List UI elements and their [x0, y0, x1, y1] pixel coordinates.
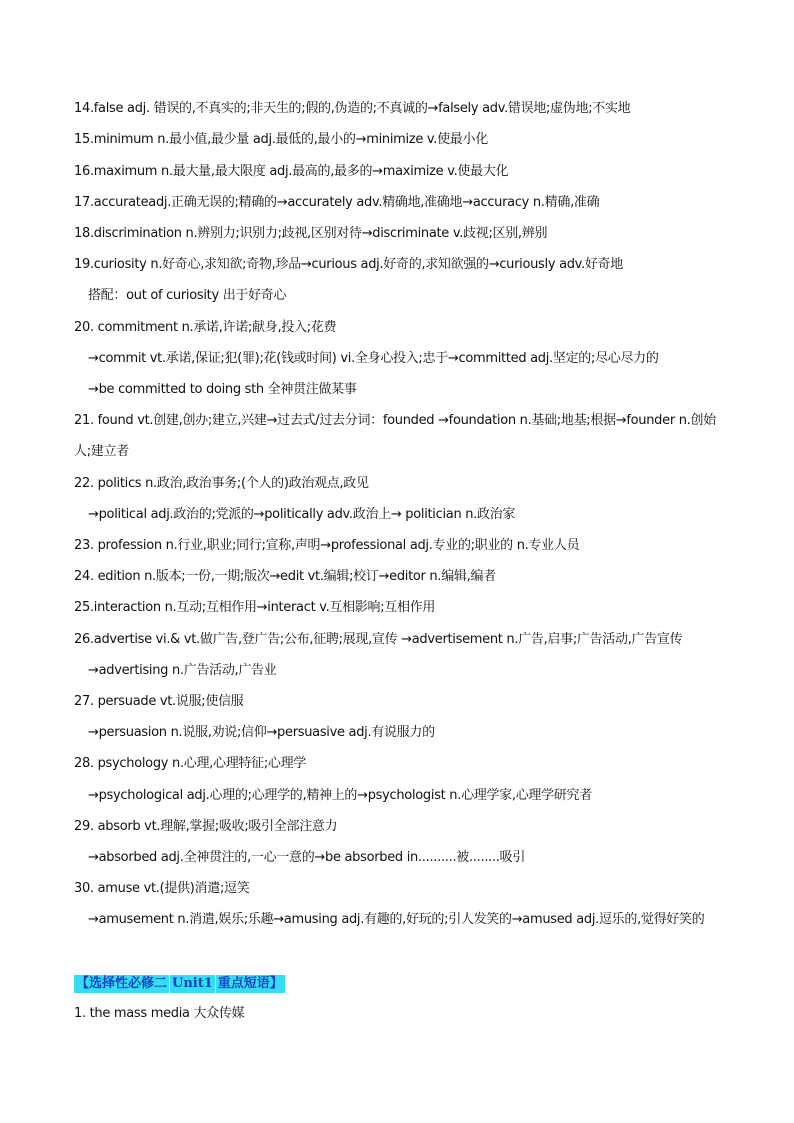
vocab-entry-29-derivatives: →absorbed adj.全神贯注的,一心一意的→be absorbed in..........被........吸引: [88, 850, 526, 865]
vocab-entry-22-derivatives: →political adj.政治的;党派的→politically adv.政治上→ politician n.政治家: [88, 507, 516, 522]
vocab-entry-20-derivatives: →commit vt.承诺,保证;犯(罪);花(钱或时间) vi.全身心投入;忠于→committed adj.坚定的;尽心尽力的: [88, 351, 659, 366]
vocab-entry-14: 14.false adj. 错误的,不真实的;非天生的;假的,伪造的;不真诚的→falsely adv.错误地;虚伪地;不实地: [74, 101, 631, 116]
vocab-entry-29: 29. absorb vt.理解,掌握;吸收;吸引全部注意力: [74, 819, 338, 834]
vocab-entry-20-phrase: →be committed to doing sth 全神贯注做某事: [88, 382, 357, 397]
vocab-entry-24: 24. edition n.版本;一份,一期;版次→edit vt.编辑;校订→editor n.编辑,编者: [74, 569, 496, 584]
phrase-entry-1: 1. the mass media 大众传媒: [74, 1006, 245, 1021]
section-heading: [74, 975, 285, 993]
vocab-entry-15: 15.minimum n.最小值,最少量 adj.最低的,最小的→minimize v.使最小化: [74, 132, 488, 147]
vocab-entry-26: 26.advertise vi.& vt.做广告,登广告;公布,征聘;展现,宣传 →advertisement n.广告,启事;广告活动,广告宣传: [74, 632, 683, 647]
vocab-entry-16: 16.maximum n.最大量,最大限度 adj.最高的,最多的→maximize v.使最大化: [74, 164, 509, 179]
vocab-entry-28-derivatives: →psychological adj.心理的;心理学的,精神上的→psychologist n.心理学家,心理学研究者: [88, 788, 592, 803]
vocab-entry-28: 28. psychology n.心理,心理特征;心理学: [74, 756, 306, 771]
vocab-entry-27: 27. persuade vt.说服;使信服: [74, 694, 244, 709]
section-heading-part1: 【选择性必修二: [76, 976, 168, 991]
vocab-entry-21-continued: 人;建立者: [74, 444, 129, 459]
vocab-entry-20: 20. commitment n.承诺,许诺;献身,投入;花费: [74, 320, 337, 335]
vocab-entry-18: 18.discrimination n.辨别力;识别力;歧视,区别对待→discriminate v.歧视;区别,辨别: [74, 226, 548, 241]
vocab-entry-30: 30. amuse vt.(提供)消遣;逗笑: [74, 881, 250, 896]
section-heading-unit: Unit1: [172, 976, 213, 991]
vocab-entry-27-derivatives: →persuasion n.说服,劝说;信仰→persuasive adj.有说服力的: [88, 725, 435, 740]
vocab-entry-25: 25.interaction n.互动;互相作用→interact v.互相影响;互相作用: [74, 600, 436, 615]
vocab-entry-19: 19.curiosity n.好奇心,求知欲;奇物,珍品→curious adj.好奇的,求知欲强的→curiously adv.好奇地: [74, 257, 623, 272]
section-heading-part3: 重点短语】: [217, 976, 283, 991]
vocab-entry-23: 23. profession n.行业,职业;同行;宣称,声明→professional adj.专业的;职业的 n.专业人员: [74, 538, 580, 553]
vocab-entry-26-derivatives: →advertising n.广告活动,广告业: [88, 663, 277, 678]
vocab-entry-22: 22. politics n.政治,政治事务;(个人的)政治观点,政见: [74, 476, 369, 491]
vocab-entry-30-derivatives: →amusement n.消遣,娱乐;乐趣→amusing adj.有趣的,好玩的;引人发笑的→amused adj.逗乐的,觉得好笑的: [88, 912, 705, 927]
vocab-entry-21: 21. found vt.创建,创办;建立,兴建→过去式/过去分词：founded →foundation n.基础;地基;根据→founder n.创始: [74, 413, 716, 428]
vocab-entry-17: 17.accurateadj.正确无误的;精确的→accurately adv.精确地,准确地→accuracy n.精确,准确: [74, 195, 600, 210]
vocab-entry-19-collocation: 搭配：out of curiosity 出于好奇心: [88, 288, 287, 303]
